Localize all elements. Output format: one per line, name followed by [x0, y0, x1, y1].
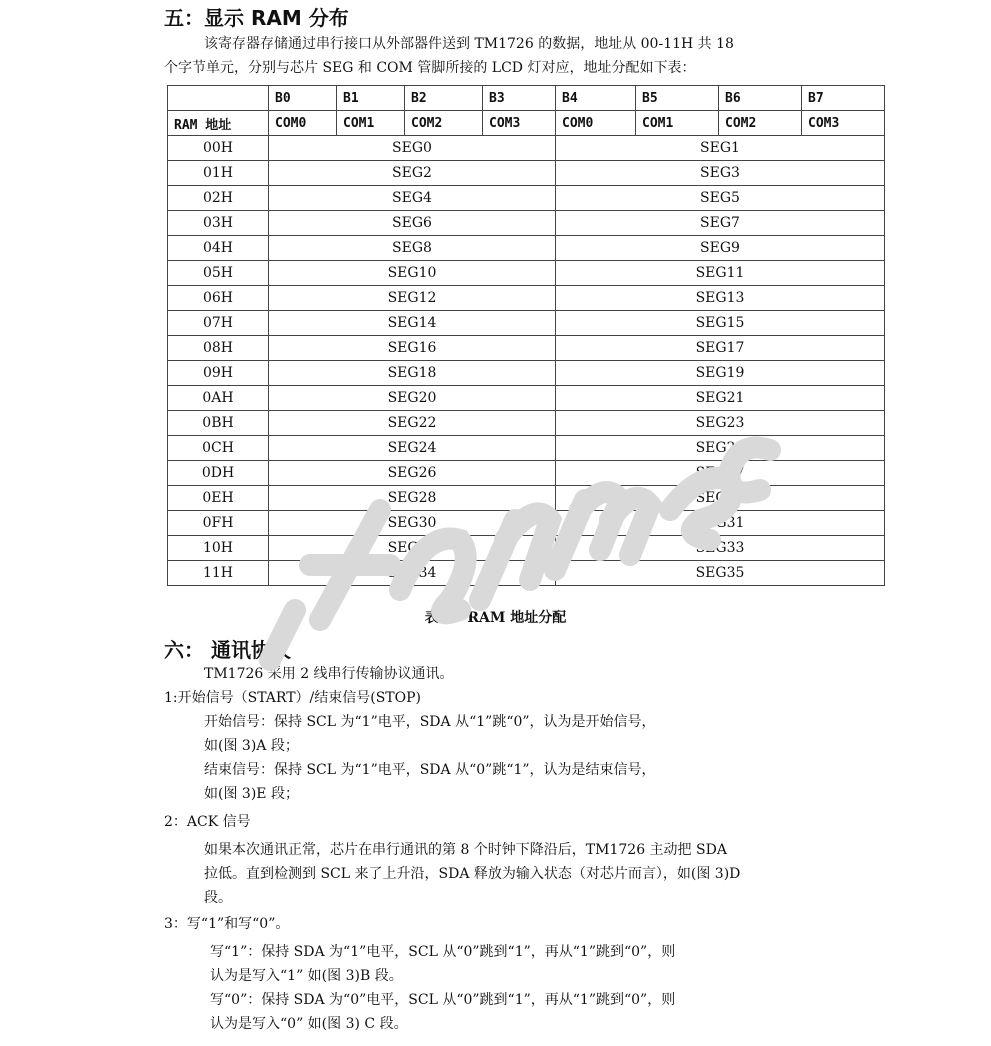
table-row	[168, 461, 885, 486]
table-row	[168, 336, 885, 361]
address-cell: 09H	[168, 361, 269, 386]
item1-line2: 如(图 3)A 段；	[204, 738, 299, 754]
item1-line4: 如(图 3)E 段；	[204, 786, 299, 802]
table-row	[168, 211, 885, 236]
table-row	[168, 286, 885, 311]
table-row	[168, 511, 885, 536]
seg-high-cell: SEG33	[556, 536, 885, 561]
seg-high-cell: SEG23	[556, 411, 885, 436]
address-cell: 0AH	[168, 386, 269, 411]
seg-high-cell: SEG17	[556, 336, 885, 361]
seg-low-cell: SEG6	[269, 211, 556, 236]
seg-low-cell: SEG20	[269, 386, 556, 411]
seg-low-cell: SEG26	[269, 461, 556, 486]
header-com-cell: COM2	[405, 111, 483, 136]
item2-title: 2：ACK 信号	[164, 814, 251, 830]
header-bit-cell	[168, 86, 269, 111]
seg-high-cell: SEG31	[556, 511, 885, 536]
table-row	[168, 411, 885, 436]
table-row	[168, 136, 885, 161]
table-header-bits-row	[168, 86, 885, 111]
seg-low-cell: SEG2	[269, 161, 556, 186]
table-row	[168, 236, 885, 261]
header-com-cell: RAM 地址	[168, 111, 269, 136]
header-bit-cell: B7	[802, 86, 885, 111]
section6-intro: TM1726 采用 2 线串行传输协议通讯。	[204, 666, 454, 682]
item3-line3: 写“0”：保持 SDA 为“0”电平，SCL 从“0”跳到“1”，再从“1”跳到“0”，则	[210, 992, 676, 1008]
table-caption: 表 1：RAM 地址分配	[424, 610, 567, 626]
table-row	[168, 311, 885, 336]
header-bit-cell: B1	[337, 86, 405, 111]
seg-high-cell: SEG15	[556, 311, 885, 336]
seg-low-cell: SEG22	[269, 411, 556, 436]
seg-high-cell: SEG35	[556, 561, 885, 586]
address-cell: 05H	[168, 261, 269, 286]
header-com-cell: COM2	[719, 111, 802, 136]
seg-high-cell: SEG19	[556, 361, 885, 386]
seg-high-cell: SEG13	[556, 286, 885, 311]
seg-low-cell: SEG28	[269, 486, 556, 511]
seg-low-cell: SEG4	[269, 186, 556, 211]
item3-line4: 认为是写入“0” 如(图 3) C 段。	[210, 1016, 408, 1032]
seg-low-cell: SEG0	[269, 136, 556, 161]
table-row	[168, 486, 885, 511]
header-bit-cell: B2	[405, 86, 483, 111]
address-cell: 0EH	[168, 486, 269, 511]
address-cell: 08H	[168, 336, 269, 361]
header-bit-cell: B4	[556, 86, 636, 111]
section5-intro-line1: 该寄存器存储通过串行接口从外部器件送到 TM1726 的数据，地址从 00-11H 共 18	[204, 36, 734, 52]
seg-high-cell: SEG5	[556, 186, 885, 211]
item1-title: 1:开始信号（START）/结束信号(STOP)	[164, 690, 421, 706]
header-bit-cell: B6	[719, 86, 802, 111]
seg-low-cell: SEG24	[269, 436, 556, 461]
address-cell: 0CH	[168, 436, 269, 461]
item3-line2: 认为是写入“1” 如(图 3)B 段。	[210, 968, 403, 984]
item2-line2: 拉低。直到检测到 SCL 来了上升沿，SDA 释放为输入状态（对芯片而言），如(图 3)D	[204, 866, 741, 882]
section5-intro-line2: 个字节单元，分别与芯片 SEG 和 COM 管脚所接的 LCD 灯对应，地址分配如下表：	[164, 60, 696, 76]
address-cell: 04H	[168, 236, 269, 261]
item2-line1: 如果本次通讯正常，芯片在串行通讯的第 8 个时钟下降沿后，TM1726 主动把 SDA	[204, 842, 727, 858]
item1-line1: 开始信号：保持 SCL 为“1”电平，SDA 从“1”跳“0”，认为是开始信号，	[204, 714, 656, 730]
item3-line1: 写“1”：保持 SDA 为“1”电平，SCL 从“0”跳到“1”，再从“1”跳到“0”，则	[210, 944, 676, 960]
address-cell: 10H	[168, 536, 269, 561]
seg-low-cell: SEG12	[269, 286, 556, 311]
header-bit-cell: B3	[483, 86, 556, 111]
table-row	[168, 261, 885, 286]
seg-low-cell: SEG34	[269, 561, 556, 586]
address-cell: 01H	[168, 161, 269, 186]
table-row	[168, 386, 885, 411]
address-cell: 06H	[168, 286, 269, 311]
seg-low-cell: SEG16	[269, 336, 556, 361]
seg-high-cell: SEG25	[556, 436, 885, 461]
address-cell: 07H	[168, 311, 269, 336]
item3-title: 3：写“1”和写“0”。	[164, 916, 290, 932]
seg-low-cell: SEG8	[269, 236, 556, 261]
address-cell: 0FH	[168, 511, 269, 536]
seg-high-cell: SEG21	[556, 386, 885, 411]
seg-high-cell: SEG9	[556, 236, 885, 261]
address-cell: 02H	[168, 186, 269, 211]
seg-high-cell: SEG11	[556, 261, 885, 286]
address-cell: 11H	[168, 561, 269, 586]
header-com-cell: COM0	[556, 111, 636, 136]
table-row	[168, 436, 885, 461]
seg-low-cell: SEG18	[269, 361, 556, 386]
seg-high-cell: SEG1	[556, 136, 885, 161]
seg-high-cell: SEG27	[556, 461, 885, 486]
seg-low-cell: SEG10	[269, 261, 556, 286]
address-cell: 03H	[168, 211, 269, 236]
table-row	[168, 186, 885, 211]
table-row	[168, 161, 885, 186]
seg-low-cell: SEG14	[269, 311, 556, 336]
item1-line3: 结束信号：保持 SCL 为“1”电平，SDA 从“0”跳“1”，认为是结束信号，	[204, 762, 656, 778]
header-com-cell: COM3	[483, 111, 556, 136]
table-row	[168, 361, 885, 386]
table-header-com-row	[168, 111, 885, 136]
table-row	[168, 536, 885, 561]
ram-address-table	[167, 85, 885, 586]
section6-title: 六： 通讯协议	[164, 638, 291, 662]
address-cell: 00H	[168, 136, 269, 161]
item2-line3: 段。	[204, 890, 232, 906]
header-bit-cell: B0	[269, 86, 337, 111]
seg-low-cell: SEG30	[269, 511, 556, 536]
seg-high-cell: SEG7	[556, 211, 885, 236]
table-row	[168, 561, 885, 586]
address-cell: 0DH	[168, 461, 269, 486]
seg-high-cell: SEG3	[556, 161, 885, 186]
seg-low-cell: SEG32	[269, 536, 556, 561]
header-com-cell: COM0	[269, 111, 337, 136]
header-com-cell: COM1	[636, 111, 719, 136]
header-com-cell: COM1	[337, 111, 405, 136]
seg-high-cell: SEG29	[556, 486, 885, 511]
address-cell: 0BH	[168, 411, 269, 436]
section5-title: 五：显示 RAM 分布	[164, 6, 349, 30]
header-com-cell: COM3	[802, 111, 885, 136]
header-bit-cell: B5	[636, 86, 719, 111]
